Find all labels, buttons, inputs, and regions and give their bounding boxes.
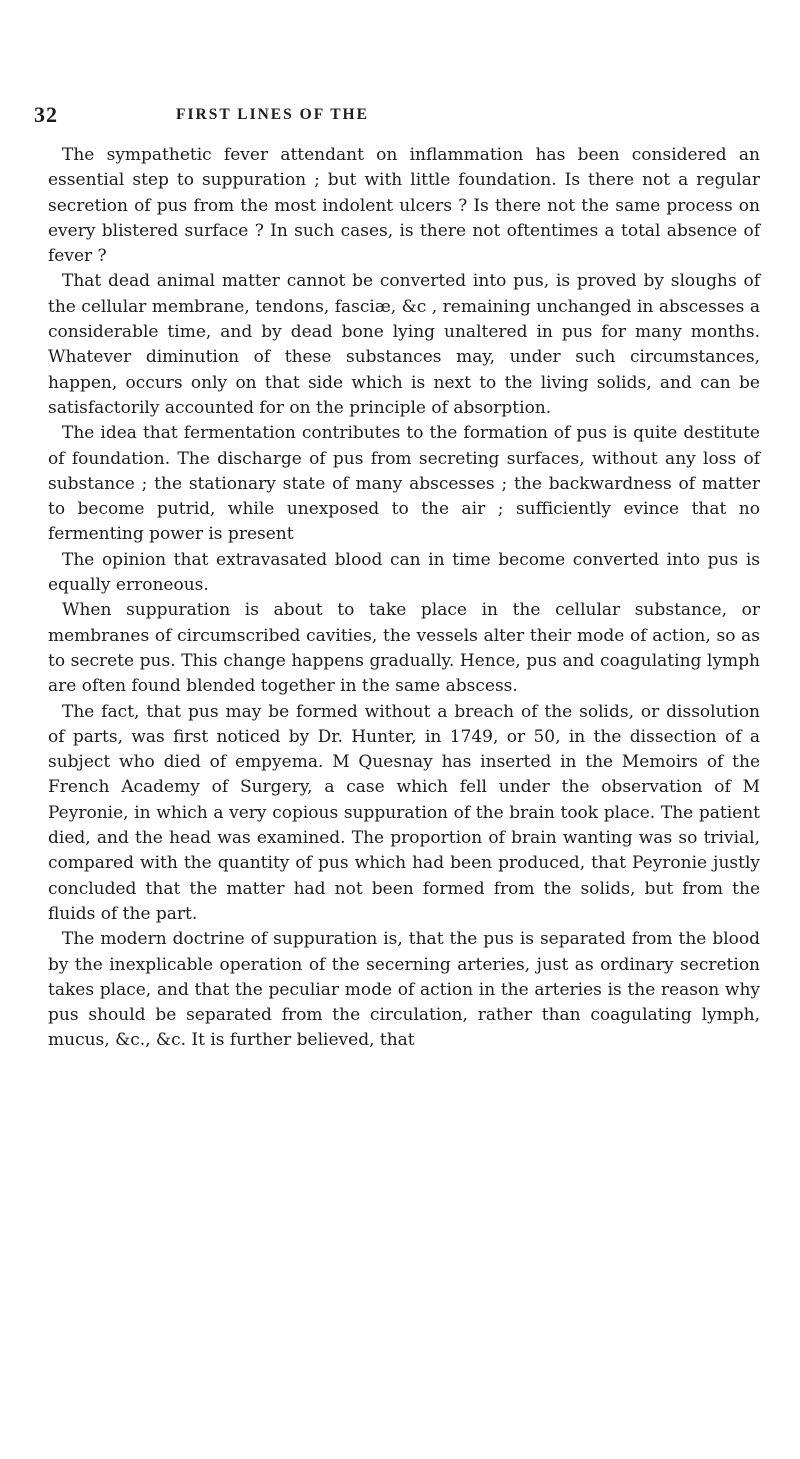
page-number: 32	[34, 102, 58, 127]
paragraph: The modern doctrine of suppuration is, that the pus is separated from the blood by the inexplicable operation of the secerning arteries, just as ordinary secretion takes place, and that the peculiar mode of action in the arteries is the reason why pus should be separated from the circulation, rather than coagulating lymph, mucus, &c., &c. It is further believed, that	[48, 929, 760, 1051]
paragraph: The sympathetic fever attendant on inflammation has been considered an essential step to suppuration ; but with little foundation. Is there not a regular secretion of pus from the most indolent ulcers ? Is there not the same process on every blistered surface ? In such cases, is there not oftentimes a total absence of fever ?	[48, 145, 760, 267]
paragraph: The opinion that extravasated blood can in time become converted into pus is equally erroneous.	[48, 549, 760, 596]
page-header	[34, 102, 754, 128]
body-text	[48, 143, 760, 1054]
paragraph: The idea that fermentation contributes to the formation of pus is quite destitute of foundation. The discharge of pus from secreting surfaces, without any loss of substance ; the stationary state of many abscesses ; the backwardness of matter to become putrid, while unexposed to the air ; sufficiently evince that no fermenting power is present	[48, 423, 760, 545]
paragraph: When suppuration is about to take place in the cellular substance, or membranes of circumscribed cavities, the vessels alter their mode of action, so as to secrete pus. This change happens gradually. Hence, pus and coagulating lymph are often found blended together in the same abscess.	[48, 600, 760, 697]
paragraph: The fact, that pus may be formed without a breach of the solids, or dissolution of parts, was first noticed by Dr. Hunter, in 1749, or 50, in the dissection of a subject who died of empyema. M Quesnay has inserted in the Memoirs of the French Academy of Surgery, a case which fell under the observation of M Peyronie, in which a very copious suppuration of the brain took place. The patient died, and the head was examined. The proportion of brain wanting was so trivial, compared with the quantity of pus which had been produced, that Peyronie justly concluded that the matter had not been formed from the solids, but from the fluids of the part.	[48, 701, 760, 924]
paragraph: That dead animal matter cannot be converted into pus, is proved by sloughs of the cellular membrane, tendons, fasciæ, &c , remaining unchanged in abscesses a considerable time, and by dead bone lying unaltered in pus for many months. Whatever diminution of these substances may, under such circumstances, happen, occurs only on that side which is next to the living solids, and can be satisfactorily accounted for on the principle of absorption.	[48, 271, 760, 418]
running-title: FIRST LINES OF THE	[176, 106, 369, 123]
